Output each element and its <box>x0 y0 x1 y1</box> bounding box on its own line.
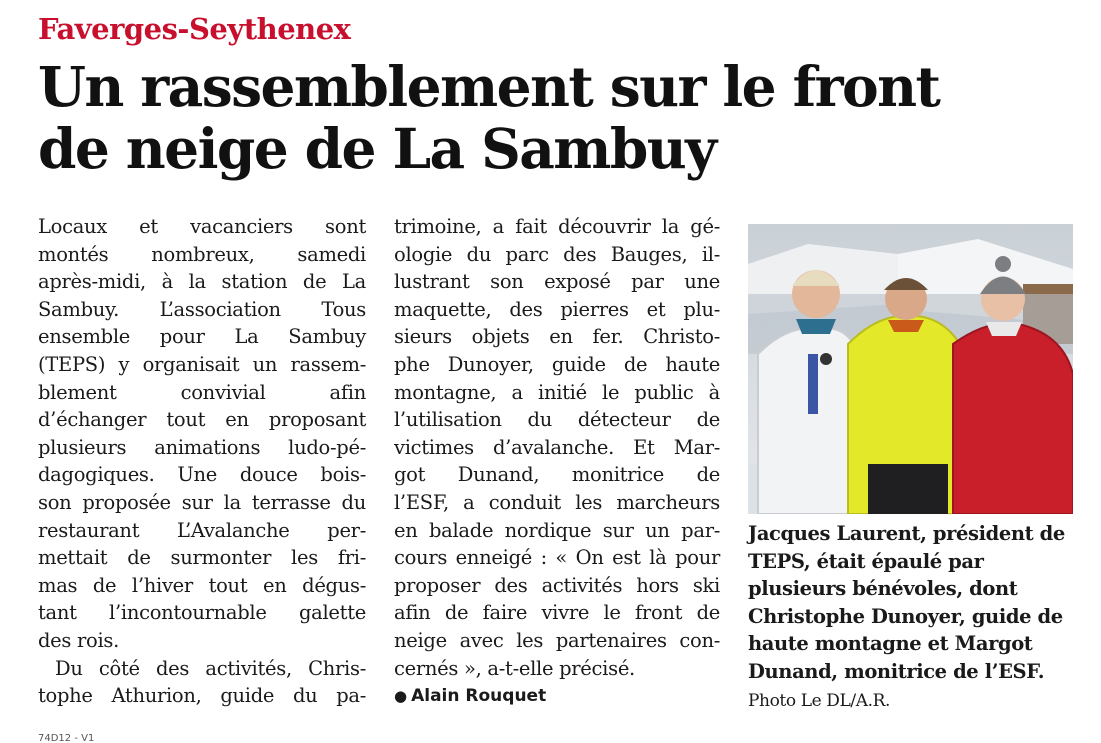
text-line: victimes d’avalanche. Et Mar- <box>394 435 720 459</box>
author-byline <box>394 686 546 706</box>
text-line: montagne, a initié le public à <box>394 380 720 404</box>
text-line: phe Dunoyer, guide de haute <box>394 352 720 376</box>
text-line: ologie du parc des Bauges, il- <box>394 242 720 266</box>
text-line: ensemble pour La Sambuy <box>38 325 366 349</box>
text-line: des rois. <box>38 628 120 652</box>
page-code: 74D12 - V1 <box>38 733 95 743</box>
text-line: proposer des activités hors ski <box>394 573 720 597</box>
text-line: cours enneigé : « On est là pour <box>394 546 720 570</box>
author-name: Alain Rouquet <box>411 686 547 706</box>
text-line: neige avec les partenaires con- <box>394 628 720 652</box>
text-line: tophe Athurion, guide du pa- <box>38 684 366 708</box>
section-kicker: Faverges-Seythenex <box>38 12 351 46</box>
text-line: cernés », a-t-elle précisé. <box>394 656 635 680</box>
caption-text: Jacques Laurent, président de TEPS, était épaulé par plusieurs bénévoles, dont Christophe Dunoyer, guide de haute montagne et Margot Dunand, monitrice de l’ESF. <box>748 522 1065 683</box>
article-headline <box>38 56 1038 180</box>
text-line: dagogiques. Une douce bois- <box>38 463 366 487</box>
text-line: afin de faire vivre le front de <box>394 601 720 625</box>
text-line: tant l’incontournable galette <box>38 601 366 625</box>
text-line: Sambuy. L’association Tous <box>38 297 366 321</box>
text-line: restaurant L’Avalanche per- <box>38 518 366 542</box>
photo-caption <box>748 520 1073 715</box>
text-line: son proposée sur la terrasse du <box>38 490 366 514</box>
text-line: blement convivial afin <box>38 380 366 404</box>
text-line: Du côté des activités, Chris- <box>55 656 366 680</box>
text-line: trimoine, a fait découvrir la gé- <box>394 215 720 238</box>
text-line: en balade nordique sur un par- <box>394 518 720 542</box>
text-line: montés nombreux, samedi <box>38 242 366 266</box>
photo-credit: Photo Le DL/A.R. <box>748 690 890 711</box>
text-line: lustrant son exposé par une <box>394 270 720 294</box>
text-line: après-midi, à la station de La <box>38 270 366 294</box>
text-line: plusieurs animations ludo-pé- <box>38 435 366 459</box>
text-line: got Dunand, monitrice de <box>394 463 720 487</box>
headline-line-1: Un rassemblement sur le front <box>38 54 940 119</box>
text-line: d’échanger tout en proposant <box>38 408 366 432</box>
bullet-icon: ● <box>394 687 408 705</box>
text-line: (TEPS) y organisait un rassem- <box>38 352 366 376</box>
text-line: l’utilisation du détecteur de <box>394 408 720 432</box>
text-line: mas de l’hiver tout en dégus- <box>38 573 366 597</box>
article-photo <box>748 224 1073 514</box>
headline-line-2: de neige de La Sambuy <box>38 116 716 181</box>
text-line: Locaux et vacanciers sont <box>38 215 366 238</box>
article-column-1 <box>38 213 366 710</box>
text-line: mettait de surmonter les fri- <box>38 546 366 570</box>
text-line: maquette, des pierres et plu- <box>394 297 720 321</box>
article-column-2 <box>394 213 720 682</box>
photo-illustration <box>748 224 1073 514</box>
text-line: sieurs objets en fer. Christo- <box>394 325 720 349</box>
text-line: l’ESF, a conduit les marcheurs <box>394 490 720 514</box>
